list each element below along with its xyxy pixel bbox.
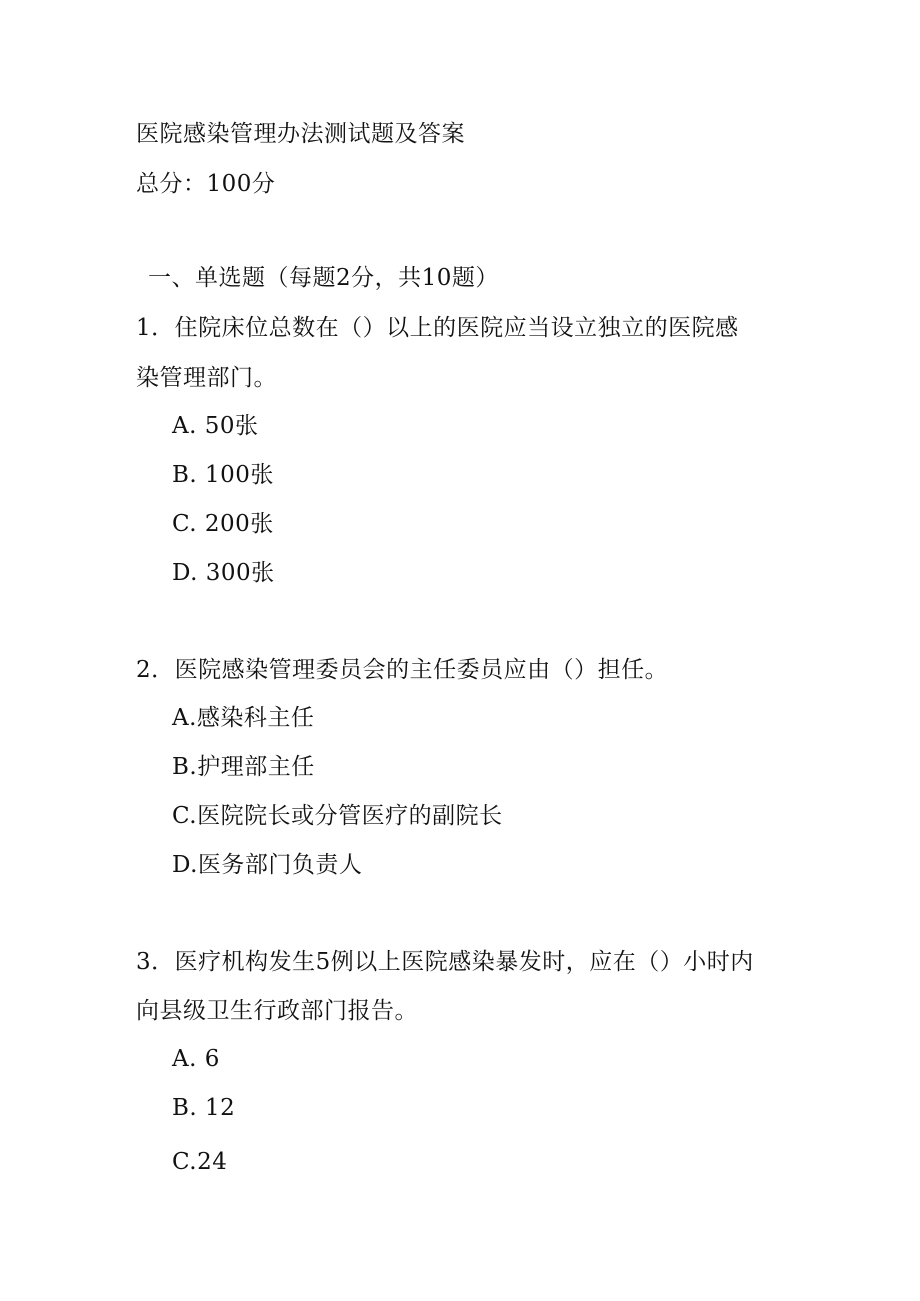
question-text-line: 向县级卫生行政部门报告。 xyxy=(136,998,418,1024)
option-b: B. 12 xyxy=(172,1095,236,1121)
option-a: A.感染科主任 xyxy=(172,705,315,731)
option-b: B.护理部主任 xyxy=(172,754,315,780)
option-a: A. 50张 xyxy=(172,413,259,439)
question-text-line: 2．医院感染管理委员会的主任委员应由（）担任。 xyxy=(136,657,669,683)
option-a: A. 6 xyxy=(172,1046,220,1072)
option-d: D.医务部门负责人 xyxy=(172,852,363,878)
option-c: C. 200张 xyxy=(172,511,274,537)
total-score: 总分：100分 xyxy=(136,171,276,197)
document-title: 医院感染管理办法测试题及答案 xyxy=(136,121,465,147)
question-text-line: 3．医疗机构发生5例以上医院感染暴发时，应在（）小时内 xyxy=(136,949,754,975)
question-text-line: 染管理部门。 xyxy=(136,365,277,391)
question-text-line: 1．住院床位总数在（）以上的医院应当设立独立的医院感 xyxy=(136,315,739,341)
option-b: B. 100张 xyxy=(172,462,274,488)
option-c: C.24 xyxy=(172,1149,228,1175)
option-c: C.医院院长或分管医疗的副院长 xyxy=(172,803,503,829)
section-heading: 一、单选题（每题2分，共10题） xyxy=(148,265,499,291)
option-d: D. 300张 xyxy=(172,560,275,586)
